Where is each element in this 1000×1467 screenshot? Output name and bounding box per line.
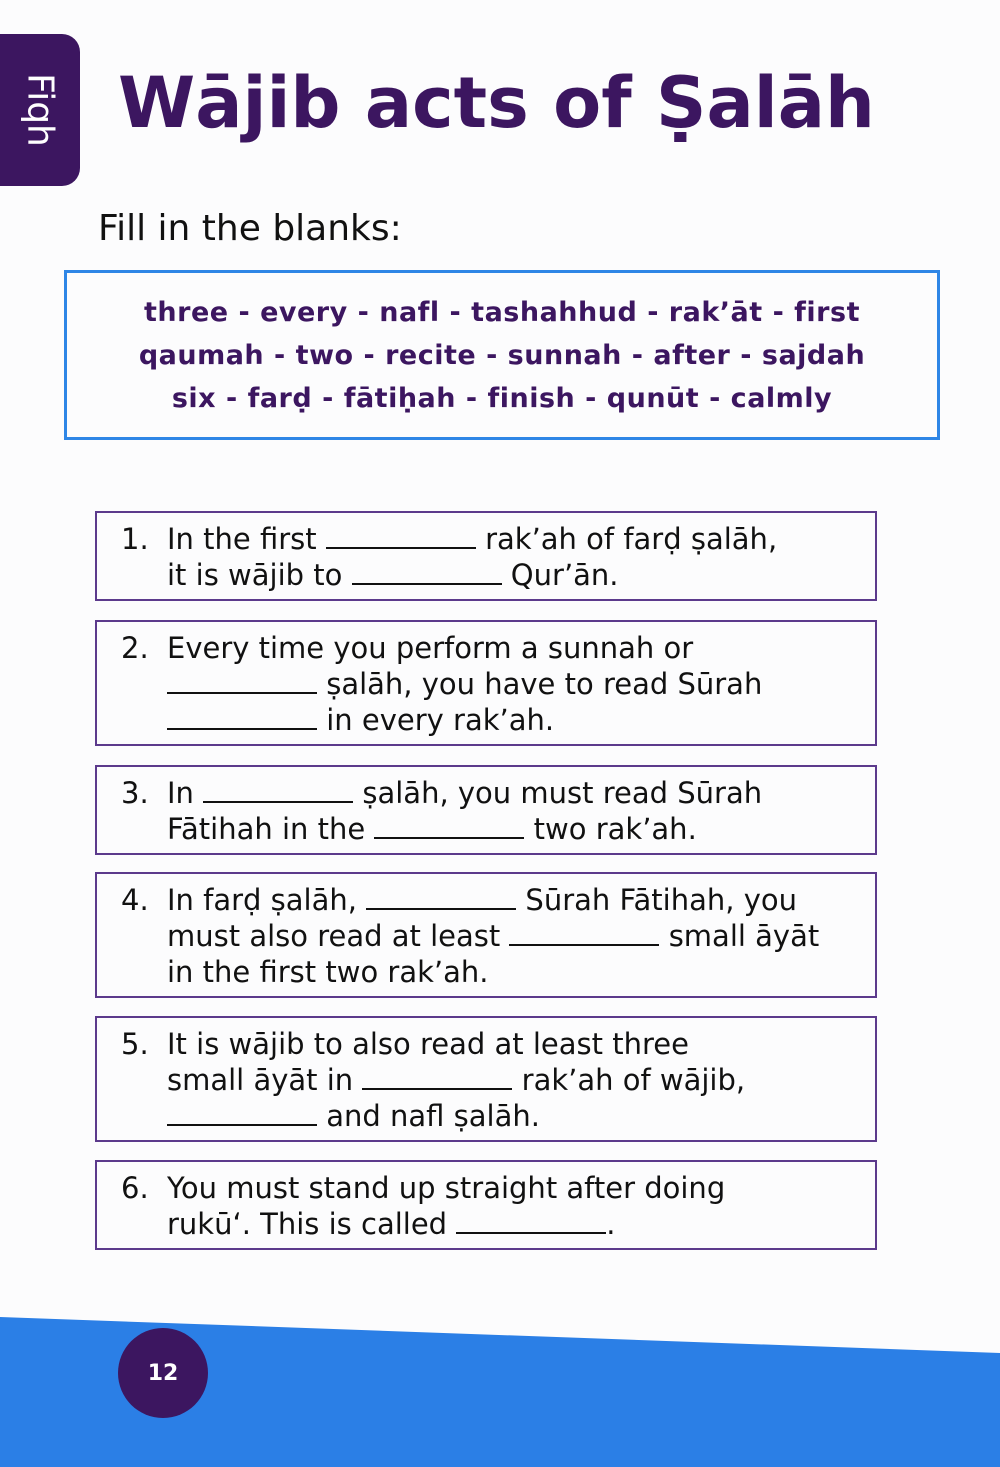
question-text: rukū‘. This is called . <box>167 1207 616 1241</box>
answer-blank[interactable] <box>509 922 659 946</box>
answer-blank[interactable] <box>374 815 524 839</box>
word-bank-line: six - farḍ - fātiḥah - finish - qunūt - calmly <box>171 382 833 414</box>
answer-blank[interactable] <box>203 779 353 803</box>
question-box-2 <box>95 620 877 746</box>
question-box-4 <box>95 872 877 998</box>
question-text: In farḍ ṣalāh, Sūrah Fātihah, you <box>167 883 797 917</box>
question-text: and nafl ṣalāh. <box>167 1098 540 1134</box>
word-bank-line: qaumah - two - recite - sunnah - after - sajdah <box>138 339 866 371</box>
question-text: It is wājib to also read at least three <box>167 1027 689 1061</box>
answer-blank[interactable] <box>167 1102 317 1126</box>
answer-blank[interactable] <box>362 1066 512 1090</box>
question-box-1 <box>95 511 877 601</box>
question-text: ṣalāh, you have to read Sūrah <box>167 666 762 702</box>
answer-blank[interactable] <box>167 706 317 730</box>
word-bank-line: three - every - nafl - tashahhud - rak’āt - first <box>144 296 860 328</box>
question-box-3 <box>95 765 877 855</box>
question-box-5 <box>95 1016 877 1142</box>
question-text: Every time you perform a sunnah or <box>167 631 694 665</box>
answer-blank[interactable] <box>326 525 476 549</box>
answer-blank[interactable] <box>456 1210 606 1234</box>
word-bank-box <box>64 270 940 440</box>
page-number-badge <box>118 1328 208 1418</box>
question-text: must also read at least small āyāt <box>167 919 820 953</box>
question-text: Fātihah in the two rak’ah. <box>167 812 697 846</box>
question-number: 4. <box>121 883 149 917</box>
question-number: 3. <box>121 776 149 810</box>
question-text: In the first rak’ah of farḍ ṣalāh, <box>167 522 778 556</box>
section-tab-label: Fiqh <box>19 73 61 147</box>
question-text: You must stand up straight after doing <box>167 1171 726 1205</box>
question-number: 5. <box>121 1027 149 1061</box>
question-text: in the first two rak’ah. <box>167 955 489 989</box>
section-tab <box>0 34 80 186</box>
question-text: in every rak’ah. <box>167 702 554 738</box>
instructions-heading: Fill in the blanks: <box>98 208 402 249</box>
answer-blank[interactable] <box>352 561 502 585</box>
answer-blank[interactable] <box>167 670 317 694</box>
question-text: small āyāt in rak’ah of wājib, <box>167 1063 746 1097</box>
question-number: 2. <box>121 631 149 665</box>
page-title: Wājib acts of Ṣalāh <box>118 62 875 144</box>
question-text: it is wājib to Qur’ān. <box>167 558 619 592</box>
question-number: 1. <box>121 522 149 556</box>
question-box-6 <box>95 1160 877 1250</box>
answer-blank[interactable] <box>366 886 516 910</box>
question-text: In ṣalāh, you must read Sūrah <box>167 776 763 810</box>
page-number: 12 <box>147 1360 179 1386</box>
question-number: 6. <box>121 1171 149 1205</box>
